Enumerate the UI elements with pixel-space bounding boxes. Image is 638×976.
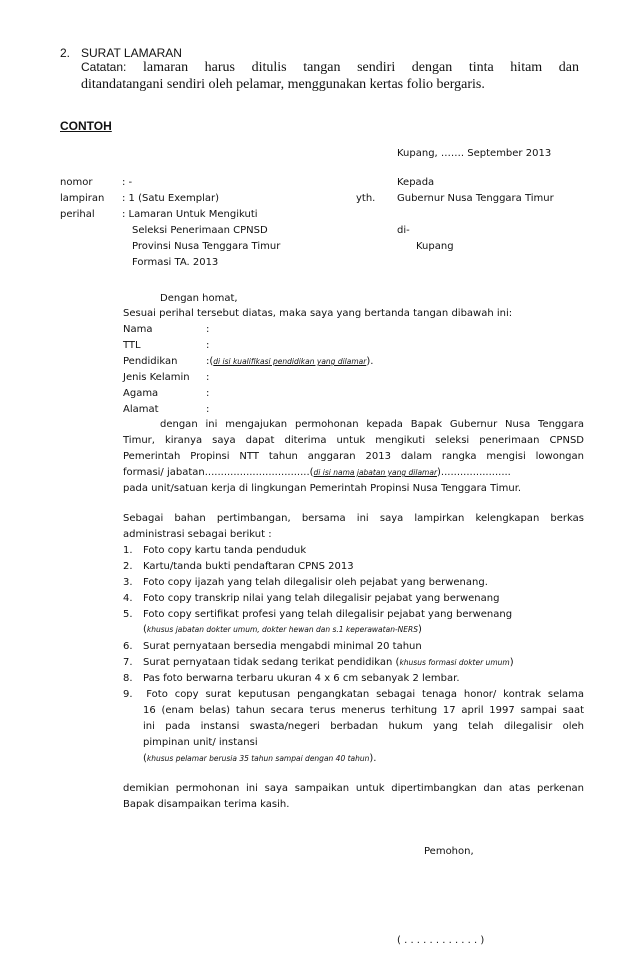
- closing-line-2: Bapak disampaikan terima kasih.: [123, 799, 290, 810]
- item9-line-4: pimpinan unit/ instansi: [143, 737, 258, 748]
- example-heading: CONTOH: [60, 119, 112, 133]
- pendidikan-note: di isi kualifikasi pendidikan yang dilamar: [213, 357, 367, 366]
- perihal-line-3: Provinsi Nusa Tenggara Timur: [132, 241, 281, 252]
- list-item-num: 9.: [123, 689, 133, 700]
- intro: Sesuai perihal tersebut diatas, maka saya yang bertanda tangan dibawah ini:: [123, 308, 513, 319]
- note-open: (: [143, 624, 147, 635]
- greeting: Dengan homat,: [160, 293, 238, 304]
- item9-line-2: 16 (enam belas) tahun secara terus menerus terhitung 17 april 1997 sampai saat: [143, 705, 584, 716]
- field-label-ttl: TTL: [123, 340, 141, 351]
- field-label-pendidikan: Pendidikan: [123, 356, 178, 367]
- list-item-note: [143, 624, 422, 635]
- dokter-note: khusus formasi dokter umum: [399, 658, 510, 667]
- perihal-line-2: Seleksi Penerimaan CPNSD: [132, 225, 268, 236]
- note-close: ): [509, 657, 514, 668]
- field-label-jenis-kelamin: Jenis Kelamin: [123, 372, 190, 383]
- field-label-agama: Agama: [123, 388, 159, 399]
- list-item-num: 1.: [123, 545, 133, 556]
- signature-label: Pemohon,: [424, 846, 474, 857]
- lampiran-value: : 1 (Satu Exemplar): [122, 193, 219, 204]
- list-item-num: 5.: [123, 609, 133, 620]
- para1-line-4-end: )......................: [437, 467, 511, 478]
- addressee-name: Gubernur Nusa Tenggara Timur: [397, 193, 554, 204]
- pendidikan-close: ).: [366, 356, 374, 367]
- list-item: [143, 657, 514, 668]
- para1-line-3: Pemerintah Propinsi NTT tahun anggaran 2013 dalam rangka mengisi lowongan: [123, 451, 584, 462]
- para1-line-2: Timur, kiranya saya dapat diterima untuk mengikuti seleksi penerimaan CPNSD: [123, 435, 584, 446]
- list-item: Foto copy sertifikat profesi yang telah dilegalisir pejabat yang berwenang: [143, 609, 513, 620]
- note-open: (: [143, 753, 147, 764]
- addressee-city: Kupang: [416, 241, 454, 252]
- note-line-2: ditandatangani sendiri oleh pelamar, menggunakan kertas folio bergaris.: [81, 77, 485, 92]
- list-item-num: 7.: [123, 657, 133, 668]
- note-text: lamaran harus ditulis tangan sendiri dengan tinta hitam dan: [142, 60, 580, 75]
- para1-line-4: [123, 467, 511, 478]
- list-item-9: [123, 689, 584, 700]
- list-item-num: 4.: [123, 593, 133, 604]
- item9-note: [143, 753, 377, 764]
- note-line-1: [81, 60, 579, 76]
- field-colon: :: [206, 372, 210, 383]
- place-date: Kupang, ……. September 2013: [397, 148, 552, 159]
- field-label-alamat: Alamat: [123, 404, 159, 415]
- field-colon: :: [206, 404, 210, 415]
- note-close: ): [417, 624, 422, 635]
- section-number: 2.: [60, 46, 71, 60]
- list-item-num: 6.: [123, 641, 133, 652]
- item9-line-3: ini pada instansi swasta/negeri berbadan hukum yang telah dilegalisir oleh: [143, 721, 584, 732]
- list-item: Pas foto berwarna terbaru ukuran 4 x 6 cm sebanyak 2 lembar.: [143, 673, 460, 684]
- list-item-text: Surat pernyataan tidak sedang terikat pendidikan (: [143, 657, 400, 668]
- field-colon: :: [206, 324, 210, 335]
- list-item: Foto copy transkrip nilai yang telah dilegalisir pejabat yang berwenang: [143, 593, 500, 604]
- closing-line-1: demikian permohonan ini saya sampaikan untuk dipertimbangkan dan atas perkenan: [123, 783, 584, 794]
- perihal-line-4: Formasi TA. 2013: [132, 257, 219, 268]
- list-item-num: 8.: [123, 673, 133, 684]
- lampiran-label: lampiran: [60, 193, 105, 204]
- para1-line-5: pada unit/satuan kerja di lingkungan Pemerintah Propinsi Nusa Tenggara Timur.: [123, 483, 522, 494]
- jabatan-note: di isi nama jabatan yang dilamar: [313, 468, 438, 477]
- list-item: Foto copy ijazah yang telah dilegalisir oleh pejabat yang berwenang.: [143, 577, 488, 588]
- section-title: SURAT LAMARAN: [81, 46, 182, 60]
- para1-line-4-start: formasi/ jabatan.................................(: [123, 467, 314, 478]
- field-colon: :: [206, 340, 210, 351]
- field-colon: :: [206, 388, 210, 399]
- para2-line-1: Sebagai bahan pertimbangan, bersama ini saya lampirkan kelengkapan berkas: [123, 513, 584, 524]
- nomor-label: nomor: [60, 177, 93, 188]
- nomor-value: : -: [122, 177, 133, 188]
- list-item: Surat pernyataan bersedia mengabdi minimal 20 tahun: [143, 641, 422, 652]
- perihal-value: : Lamaran Untuk Mengikuti: [122, 209, 258, 220]
- para1-line-1: dengan ini mengajukan permohonan kepada Bapak Gubernur Nusa Tenggara: [160, 419, 584, 430]
- field-pendidikan-value: [206, 356, 373, 367]
- addressee-yth: yth.: [356, 193, 376, 204]
- signature-placeholder: ( . . . . . . . . . . . . ): [397, 935, 485, 946]
- list-item: Foto copy kartu tanda penduduk: [143, 545, 307, 556]
- para2-line-2: administrasi sebagai berikut :: [123, 529, 272, 540]
- field-label-nama: Nama: [123, 324, 153, 335]
- list-item-text: Foto copy surat keputusan pengangkatan sebagai tenaga honor/ kontrak selama: [146, 689, 584, 700]
- addressee-kepada: Kepada: [397, 177, 435, 188]
- list-item: Kartu/tanda bukti pendaftaran CPNS 2013: [143, 561, 354, 572]
- note-close: ).: [369, 753, 377, 764]
- list-item-num: 2.: [123, 561, 133, 572]
- usia-note: khusus pelamar berusia 35 tahun sampai dengan 40 tahun: [146, 754, 370, 763]
- profesi-note: khusus jabatan dokter umum, dokter hewan dan s.1 keperawatan-NERS: [146, 625, 418, 634]
- addressee-di: di-: [397, 225, 410, 236]
- note-label: Catatan:: [81, 60, 127, 74]
- list-item-num: 3.: [123, 577, 133, 588]
- perihal-label: perihal: [60, 209, 95, 220]
- field-colon: :(: [206, 356, 214, 367]
